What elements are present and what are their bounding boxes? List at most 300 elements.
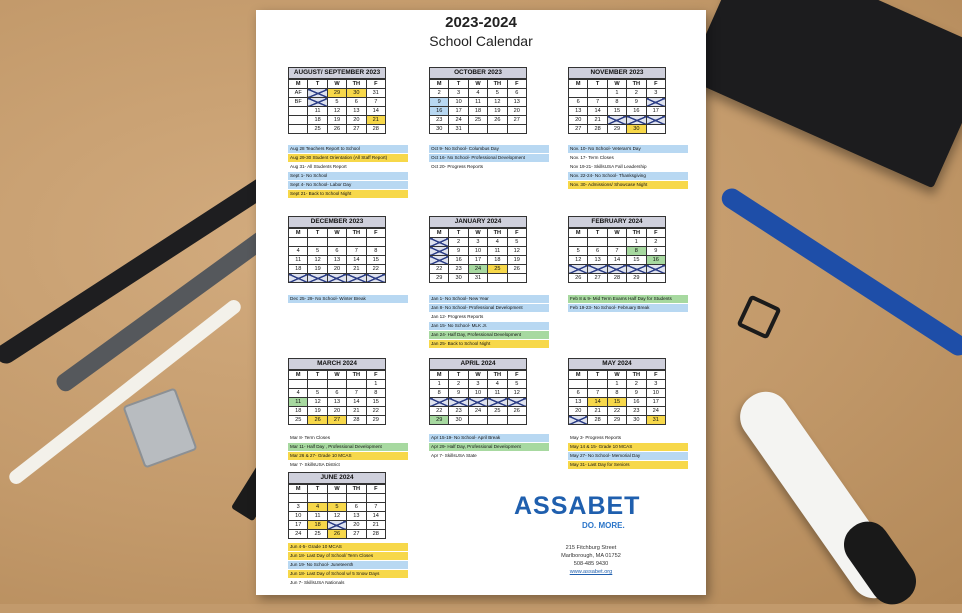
week-row bbox=[430, 89, 527, 98]
week-row bbox=[569, 389, 666, 398]
day-cell: 6 bbox=[327, 247, 346, 256]
no-school-day bbox=[488, 398, 507, 407]
weekday-header: M bbox=[430, 80, 449, 89]
day-cell: 6 bbox=[347, 98, 366, 107]
day-cell: 23 bbox=[430, 116, 449, 125]
weekday-header: TH bbox=[347, 80, 366, 89]
day-cell: 7 bbox=[366, 98, 385, 107]
month-grid bbox=[288, 228, 386, 283]
weekday-header: M bbox=[569, 80, 588, 89]
month-title: MAY 2024 bbox=[568, 358, 666, 370]
day-cell: 13 bbox=[327, 256, 346, 265]
day-cell: 18 bbox=[308, 116, 327, 125]
day-cell: 3 bbox=[646, 89, 665, 98]
weekday-header: F bbox=[366, 371, 385, 380]
day-cell: 13 bbox=[569, 398, 588, 407]
day-cell: 20 bbox=[569, 116, 588, 125]
day-cell: 15 bbox=[366, 256, 385, 265]
weekday-header: M bbox=[569, 371, 588, 380]
day-cell bbox=[588, 89, 607, 98]
day-cell: 16 bbox=[646, 256, 665, 265]
day-cell: 11 bbox=[488, 389, 507, 398]
week-row bbox=[430, 274, 527, 283]
no-school-day bbox=[449, 398, 468, 407]
event-item: Aug 31- All Students Report bbox=[290, 164, 347, 169]
day-cell: 6 bbox=[569, 389, 588, 398]
week-row bbox=[430, 398, 527, 407]
week-row bbox=[430, 389, 527, 398]
weekday-header: M bbox=[569, 229, 588, 238]
day-cell: 25 bbox=[308, 125, 327, 134]
day-cell: 15 bbox=[366, 398, 385, 407]
weekday-header: T bbox=[449, 371, 468, 380]
day-cell: 15 bbox=[607, 107, 626, 116]
day-cell: 19 bbox=[327, 116, 346, 125]
week-row bbox=[289, 265, 386, 274]
week-row bbox=[430, 380, 527, 389]
day-cell: 30 bbox=[627, 416, 646, 425]
no-school-day bbox=[468, 398, 487, 407]
no-school-day bbox=[430, 247, 449, 256]
day-cell: 11 bbox=[488, 247, 507, 256]
day-cell: 25 bbox=[488, 407, 507, 416]
day-cell: 26 bbox=[327, 125, 346, 134]
month-title: MARCH 2024 bbox=[288, 358, 386, 370]
day-cell: 2 bbox=[449, 380, 468, 389]
day-cell: 1 bbox=[607, 89, 626, 98]
day-cell bbox=[569, 89, 588, 98]
assabet-logo: ASSABET bbox=[514, 492, 641, 520]
week-row bbox=[569, 116, 666, 125]
month-title: JUNE 2024 bbox=[288, 472, 386, 484]
no-school-day bbox=[607, 265, 626, 274]
day-cell: 21 bbox=[366, 521, 385, 530]
event-item: Jan 1- No School- New Year bbox=[429, 295, 549, 303]
day-cell: 21 bbox=[588, 407, 607, 416]
day-cell: 24 bbox=[468, 407, 487, 416]
day-cell: 5 bbox=[308, 247, 327, 256]
month-grid bbox=[429, 228, 527, 283]
day-cell: 9 bbox=[449, 247, 468, 256]
day-cell: 11 bbox=[289, 256, 308, 265]
address-website-link[interactable]: www.assabet.org bbox=[569, 569, 613, 575]
address-phone: 508-485 9430 bbox=[573, 561, 609, 567]
day-cell: 6 bbox=[507, 89, 526, 98]
day-cell: 29 bbox=[627, 274, 646, 283]
day-cell: 8 bbox=[607, 98, 626, 107]
week-row bbox=[569, 274, 666, 283]
month-grid bbox=[568, 79, 666, 134]
day-cell: 3 bbox=[646, 380, 665, 389]
day-cell: 5 bbox=[327, 98, 346, 107]
day-cell: 27 bbox=[588, 274, 607, 283]
event-item: Mar 11- Half Day , Professional Development bbox=[288, 443, 408, 451]
week-row bbox=[569, 265, 666, 274]
week-row bbox=[289, 389, 386, 398]
weekday-header: T bbox=[308, 229, 327, 238]
day-cell: 26 bbox=[507, 407, 526, 416]
weekday-header: T bbox=[588, 371, 607, 380]
month-grid bbox=[288, 484, 386, 539]
no-school-day bbox=[308, 89, 327, 98]
no-school-day bbox=[430, 256, 449, 265]
day-cell bbox=[507, 125, 526, 134]
day-cell bbox=[308, 380, 327, 389]
day-cell: 9 bbox=[430, 98, 449, 107]
week-row bbox=[289, 407, 386, 416]
day-cell: 29 bbox=[327, 89, 346, 98]
day-cell: 26 bbox=[308, 416, 327, 425]
day-cell: 10 bbox=[646, 389, 665, 398]
day-cell: 5 bbox=[488, 89, 507, 98]
day-cell: 31 bbox=[449, 125, 468, 134]
month-grid bbox=[568, 370, 666, 425]
day-cell: 22 bbox=[607, 407, 626, 416]
event-item: Oct 16- No School- Professional Development bbox=[429, 154, 549, 162]
weekday-header: F bbox=[507, 80, 526, 89]
day-cell: 31 bbox=[646, 416, 665, 425]
week-row bbox=[289, 247, 386, 256]
no-school-day bbox=[607, 116, 626, 125]
month-events bbox=[288, 434, 408, 470]
day-cell: 21 bbox=[347, 407, 366, 416]
month-title: DECEMBER 2023 bbox=[288, 216, 386, 228]
day-cell: 4 bbox=[488, 380, 507, 389]
day-cell: 7 bbox=[347, 389, 366, 398]
day-cell: 31 bbox=[468, 274, 487, 283]
day-cell: 6 bbox=[327, 389, 346, 398]
day-cell: 15 bbox=[607, 398, 626, 407]
event-item: Aug 29-30 Student Orientation (All Staff Report) bbox=[288, 154, 408, 162]
day-cell: 11 bbox=[468, 98, 487, 107]
week-row bbox=[289, 256, 386, 265]
day-cell: 24 bbox=[289, 530, 308, 539]
day-cell: 30 bbox=[449, 274, 468, 283]
day-cell: 17 bbox=[646, 107, 665, 116]
day-cell bbox=[289, 238, 308, 247]
day-cell: 8 bbox=[607, 389, 626, 398]
weekday-header: F bbox=[646, 371, 665, 380]
week-row bbox=[289, 521, 386, 530]
week-row bbox=[569, 238, 666, 247]
week-row bbox=[569, 125, 666, 134]
event-item: Mar 26 & 27- Grade 10 MCAS bbox=[288, 452, 408, 460]
day-cell: 2 bbox=[627, 89, 646, 98]
day-cell: 2 bbox=[627, 380, 646, 389]
no-school-day bbox=[627, 265, 646, 274]
week-row bbox=[289, 116, 386, 125]
event-item: Nov. 10- No School- Veteran's Day bbox=[568, 145, 688, 153]
day-cell: 28 bbox=[588, 416, 607, 425]
no-school-day bbox=[507, 398, 526, 407]
event-item: Sept 1- No School bbox=[288, 172, 408, 180]
day-cell: 20 bbox=[347, 521, 366, 530]
day-cell: 3 bbox=[449, 89, 468, 98]
day-cell bbox=[347, 494, 366, 503]
day-cell: 12 bbox=[308, 398, 327, 407]
weekday-header: M bbox=[430, 229, 449, 238]
month-events bbox=[429, 295, 549, 349]
day-cell: 29 bbox=[430, 416, 449, 425]
day-cell: 7 bbox=[366, 503, 385, 512]
event-item: Oct 9- No School- Columbus Day bbox=[429, 145, 549, 153]
day-cell: 3 bbox=[468, 238, 487, 247]
weekday-header: W bbox=[327, 80, 346, 89]
day-cell: 25 bbox=[308, 530, 327, 539]
weekday-header: W bbox=[607, 229, 626, 238]
no-school-day bbox=[308, 274, 327, 283]
day-cell bbox=[488, 274, 507, 283]
weekday-header: F bbox=[366, 229, 385, 238]
week-row bbox=[569, 380, 666, 389]
day-cell bbox=[507, 274, 526, 283]
no-school-day bbox=[289, 274, 308, 283]
day-cell: 10 bbox=[468, 389, 487, 398]
month-events bbox=[568, 145, 688, 190]
weekday-header: TH bbox=[488, 371, 507, 380]
day-cell bbox=[289, 107, 308, 116]
day-cell: 20 bbox=[347, 116, 366, 125]
day-cell bbox=[646, 274, 665, 283]
event-item: Sept 21- Back to School Night bbox=[288, 190, 408, 198]
week-row bbox=[289, 98, 386, 107]
day-cell: 9 bbox=[449, 389, 468, 398]
day-cell: 12 bbox=[488, 98, 507, 107]
day-cell bbox=[488, 416, 507, 425]
day-cell: 11 bbox=[308, 512, 327, 521]
day-cell: 14 bbox=[588, 107, 607, 116]
no-school-day bbox=[430, 238, 449, 247]
day-cell: 7 bbox=[588, 98, 607, 107]
day-cell: 6 bbox=[347, 503, 366, 512]
event-item: Apr 7- SkillsUSA State bbox=[431, 453, 477, 458]
day-cell bbox=[569, 238, 588, 247]
weekday-header: M bbox=[289, 80, 308, 89]
week-row bbox=[289, 494, 386, 503]
week-row bbox=[430, 265, 527, 274]
day-cell: 26 bbox=[327, 530, 346, 539]
month-title: APRIL 2024 bbox=[429, 358, 527, 370]
day-cell: 18 bbox=[308, 521, 327, 530]
event-item: Dec 25- 29- No School- Winter Break bbox=[288, 295, 408, 303]
week-row bbox=[430, 238, 527, 247]
day-cell: 22 bbox=[366, 265, 385, 274]
day-cell: 18 bbox=[488, 256, 507, 265]
day-cell: 29 bbox=[607, 125, 626, 134]
month-events bbox=[568, 434, 688, 470]
day-cell bbox=[289, 125, 308, 134]
day-cell: 10 bbox=[289, 512, 308, 521]
event-item: Oct 20- Progress Reports bbox=[431, 164, 484, 169]
week-row bbox=[289, 125, 386, 134]
weekday-header: W bbox=[468, 371, 487, 380]
weekday-header: TH bbox=[347, 371, 366, 380]
day-cell: 6 bbox=[588, 247, 607, 256]
weekday-header: TH bbox=[627, 371, 646, 380]
weekday-header: W bbox=[327, 371, 346, 380]
day-cell: 1 bbox=[366, 380, 385, 389]
week-row bbox=[569, 416, 666, 425]
day-cell: 8 bbox=[366, 389, 385, 398]
week-row bbox=[569, 107, 666, 116]
month-title: FEBRUARY 2024 bbox=[568, 216, 666, 228]
day-cell: 13 bbox=[347, 107, 366, 116]
event-item: Aug 28 Teachers Report to School bbox=[288, 145, 408, 153]
day-cell: 17 bbox=[289, 521, 308, 530]
day-cell: 16 bbox=[430, 107, 449, 116]
weekday-header: F bbox=[366, 485, 385, 494]
day-cell bbox=[347, 238, 366, 247]
event-item: Mar 7- SkillsUSA District bbox=[290, 462, 340, 467]
day-cell: 3 bbox=[289, 503, 308, 512]
day-cell: 28 bbox=[588, 125, 607, 134]
event-item: Nov. 22-24- No School- Thanksgiving bbox=[568, 172, 688, 180]
day-cell: 30 bbox=[430, 125, 449, 134]
day-cell: 7 bbox=[607, 247, 626, 256]
day-cell: 11 bbox=[289, 398, 308, 407]
day-cell bbox=[366, 238, 385, 247]
day-cell: 19 bbox=[507, 256, 526, 265]
no-school-day bbox=[569, 265, 588, 274]
week-row bbox=[289, 89, 386, 98]
day-cell: 17 bbox=[449, 107, 468, 116]
day-cell: 28 bbox=[366, 125, 385, 134]
month-grid bbox=[288, 370, 386, 425]
day-cell bbox=[588, 238, 607, 247]
weekday-header: F bbox=[646, 80, 665, 89]
week-row bbox=[430, 407, 527, 416]
week-row bbox=[430, 416, 527, 425]
day-cell: 2 bbox=[646, 238, 665, 247]
weekday-header: M bbox=[430, 371, 449, 380]
day-cell: 10 bbox=[468, 247, 487, 256]
month-calendar bbox=[429, 358, 527, 425]
weekday-header: F bbox=[646, 229, 665, 238]
school-address bbox=[526, 544, 656, 576]
weekday-header: T bbox=[449, 80, 468, 89]
day-cell: 20 bbox=[327, 265, 346, 274]
day-cell: 12 bbox=[507, 389, 526, 398]
day-cell: 14 bbox=[347, 256, 366, 265]
month-title: AUGUST/ SEPTEMBER 2023 bbox=[288, 67, 386, 79]
day-cell: 12 bbox=[507, 247, 526, 256]
day-cell: 3 bbox=[468, 380, 487, 389]
event-item: May 14 & 15- Grade 10 MCAS bbox=[568, 443, 688, 451]
no-school-day bbox=[347, 274, 366, 283]
day-cell: 18 bbox=[289, 407, 308, 416]
day-cell: 4 bbox=[308, 503, 327, 512]
day-cell: 29 bbox=[366, 416, 385, 425]
week-row bbox=[289, 238, 386, 247]
week-row bbox=[569, 98, 666, 107]
day-cell: 25 bbox=[468, 116, 487, 125]
month-calendar bbox=[568, 358, 666, 425]
event-item: May 31- Last Day for Seniors bbox=[568, 461, 688, 469]
no-school-day bbox=[646, 265, 665, 274]
weekday-header: F bbox=[366, 80, 385, 89]
week-row bbox=[569, 398, 666, 407]
day-cell: 22 bbox=[430, 265, 449, 274]
week-row bbox=[289, 398, 386, 407]
no-school-day bbox=[646, 98, 665, 107]
day-cell bbox=[347, 380, 366, 389]
day-cell bbox=[588, 380, 607, 389]
address-city: Marlborough, MA 01752 bbox=[561, 553, 621, 559]
day-cell: 19 bbox=[488, 107, 507, 116]
weekday-header: TH bbox=[488, 229, 507, 238]
weekday-header: M bbox=[289, 371, 308, 380]
event-item: Jan 12- Progress Reports bbox=[431, 314, 484, 319]
day-cell: 13 bbox=[507, 98, 526, 107]
event-item: Nov 19-21- SkillsUSA Fall Leadership bbox=[570, 164, 647, 169]
day-cell: 4 bbox=[289, 247, 308, 256]
day-cell bbox=[327, 380, 346, 389]
month-title: OCTOBER 2023 bbox=[429, 67, 527, 79]
day-cell: 31 bbox=[366, 89, 385, 98]
week-row bbox=[289, 512, 386, 521]
week-row bbox=[289, 416, 386, 425]
day-cell: 21 bbox=[366, 116, 385, 125]
week-row bbox=[289, 503, 386, 512]
event-item: Feb 19-23- No School- February Break bbox=[568, 304, 688, 312]
event-item: Nov. 30- Admissions/ Showcase Night bbox=[568, 181, 688, 189]
day-cell: 16 bbox=[627, 107, 646, 116]
event-item: May 3- Progress Reports bbox=[570, 435, 622, 440]
day-cell: 2 bbox=[449, 238, 468, 247]
month-title: JANUARY 2024 bbox=[429, 216, 527, 228]
day-cell: 5 bbox=[507, 238, 526, 247]
day-cell: 30 bbox=[347, 89, 366, 98]
weekday-header: T bbox=[308, 485, 327, 494]
day-cell: 26 bbox=[488, 116, 507, 125]
day-cell: 27 bbox=[569, 125, 588, 134]
day-cell: 7 bbox=[347, 247, 366, 256]
day-cell bbox=[507, 416, 526, 425]
day-cell: 12 bbox=[308, 256, 327, 265]
event-item: Sept 4- No School- Labor Day bbox=[288, 181, 408, 189]
weekday-header: W bbox=[468, 80, 487, 89]
event-item: Jun 19- No School- Juneteenth bbox=[288, 561, 408, 569]
day-cell: 13 bbox=[588, 256, 607, 265]
month-grid bbox=[288, 79, 386, 134]
no-school-day bbox=[588, 265, 607, 274]
day-cell: 15 bbox=[627, 256, 646, 265]
month-calendar bbox=[288, 216, 386, 283]
week-row bbox=[430, 125, 527, 134]
no-school-day bbox=[646, 116, 665, 125]
weekday-header: T bbox=[449, 229, 468, 238]
event-item: Jan 15- No School- MLK Jr. bbox=[429, 322, 549, 330]
day-cell: 4 bbox=[488, 238, 507, 247]
day-cell: 17 bbox=[646, 398, 665, 407]
month-title: NOVEMBER 2023 bbox=[568, 67, 666, 79]
weekday-header: W bbox=[327, 485, 346, 494]
event-item: Apr 15-19- No School- April Break bbox=[429, 434, 549, 442]
day-cell: 20 bbox=[327, 407, 346, 416]
month-events bbox=[288, 295, 408, 304]
weekday-header: W bbox=[607, 371, 626, 380]
day-cell: 19 bbox=[308, 265, 327, 274]
no-school-day bbox=[627, 116, 646, 125]
day-cell: 25 bbox=[289, 416, 308, 425]
no-school-day bbox=[366, 274, 385, 283]
day-cell: 29 bbox=[430, 274, 449, 283]
day-cell: 1 bbox=[627, 238, 646, 247]
day-cell: BF bbox=[289, 98, 308, 107]
week-row bbox=[430, 98, 527, 107]
event-item: Jan 25- Back to School Night bbox=[429, 340, 549, 348]
day-cell bbox=[289, 380, 308, 389]
